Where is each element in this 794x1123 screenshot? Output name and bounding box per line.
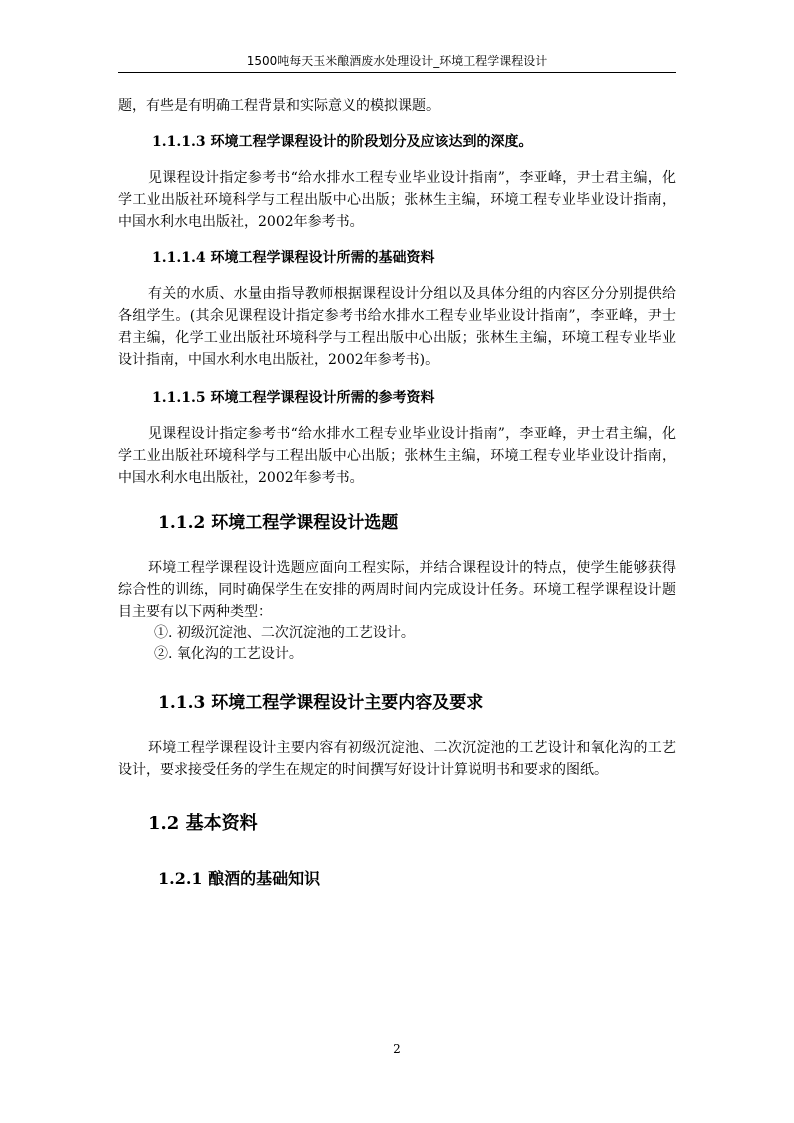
running-header-title: 1500吨每天玉米酿酒废水处理设计_环境工程学课程设计: [246, 54, 548, 68]
heading-1-2-1: 1.2.1 酿酒的基础知识: [158, 869, 321, 888]
running-header: [118, 50, 676, 73]
heading-1-1-1-4: 1.1.1.4 环境工程学课程设计所需的基础资料: [152, 250, 435, 266]
continuation-text: 题，有些是有明确工程背景和实际意义的模拟课题。: [118, 98, 440, 114]
paragraph-1-1-3: 环境工程学课程设计主要内容有初级沉淀池、二次沉淀池的工艺设计和氧化沟的工艺设计，要求接受任务的学生在规定的时间撰写好设计计算说明书和要求的图纸。: [118, 740, 676, 778]
page-number: 2: [393, 1042, 401, 1056]
document-body: [118, 95, 676, 891]
heading-1-1-2: 1.1.2 环境工程学课程设计选题: [158, 513, 399, 533]
heading-1-1-1-3: 1.1.1.3 环境工程学课程设计的阶段划分及应该达到的深度。: [152, 134, 533, 150]
list-item-2: ②. 氧化沟的工艺设计。: [154, 646, 303, 662]
paragraph-1-1-2: 环境工程学课程设计选题应面向工程实际，并结合课程设计的特点，使学生能够获得综合性的训练，同时确保学生在安排的两周时间内完成设计任务。环境工程学课程设计题目主要有以下两种类型：: [118, 560, 676, 620]
paragraph-1-1-1-3: 见课程设计指定参考书“给水排水工程专业毕业设计指南”，李亚峰，尹士君主编，化学工业出版社环境科学与工程出版中心出版；张林生主编，环境工程专业毕业设计指南，中国水利水电出版社，2002年参考书。: [118, 170, 676, 230]
paragraph-1-1-1-4: 有关的水质、水量由指导教师根据课程设计分组以及具体分组的内容区分分别提供给各组学生。(其余见课程设计指定参考书给水排水工程专业毕业设计指南”，李亚峰，尹士君主编，化学工业出版社环境科学与工程出版中心出版；张林生主编，环境工程专业毕业设计指南，中国水利水电出版社，2002年参考书)。: [118, 286, 676, 368]
paragraph-1-1-1-5: 见课程设计指定参考书“给水排水工程专业毕业设计指南”，李亚峰，尹士君主编，化学工业出版社环境科学与工程出版中心出版；张林生主编，环境工程专业毕业设计指南，中国水利水电出版社，2002年参考书。: [118, 426, 676, 486]
heading-1-1-3: 1.1.3 环境工程学课程设计主要内容及要求: [158, 693, 484, 713]
list-item-1: ①. 初级沉淀池、二次沉淀池的工艺设计。: [154, 625, 415, 641]
heading-1-2: 1.2 基本资料: [148, 813, 258, 834]
heading-1-1-1-5: 1.1.1.5 环境工程学课程设计所需的参考资料: [152, 390, 435, 406]
